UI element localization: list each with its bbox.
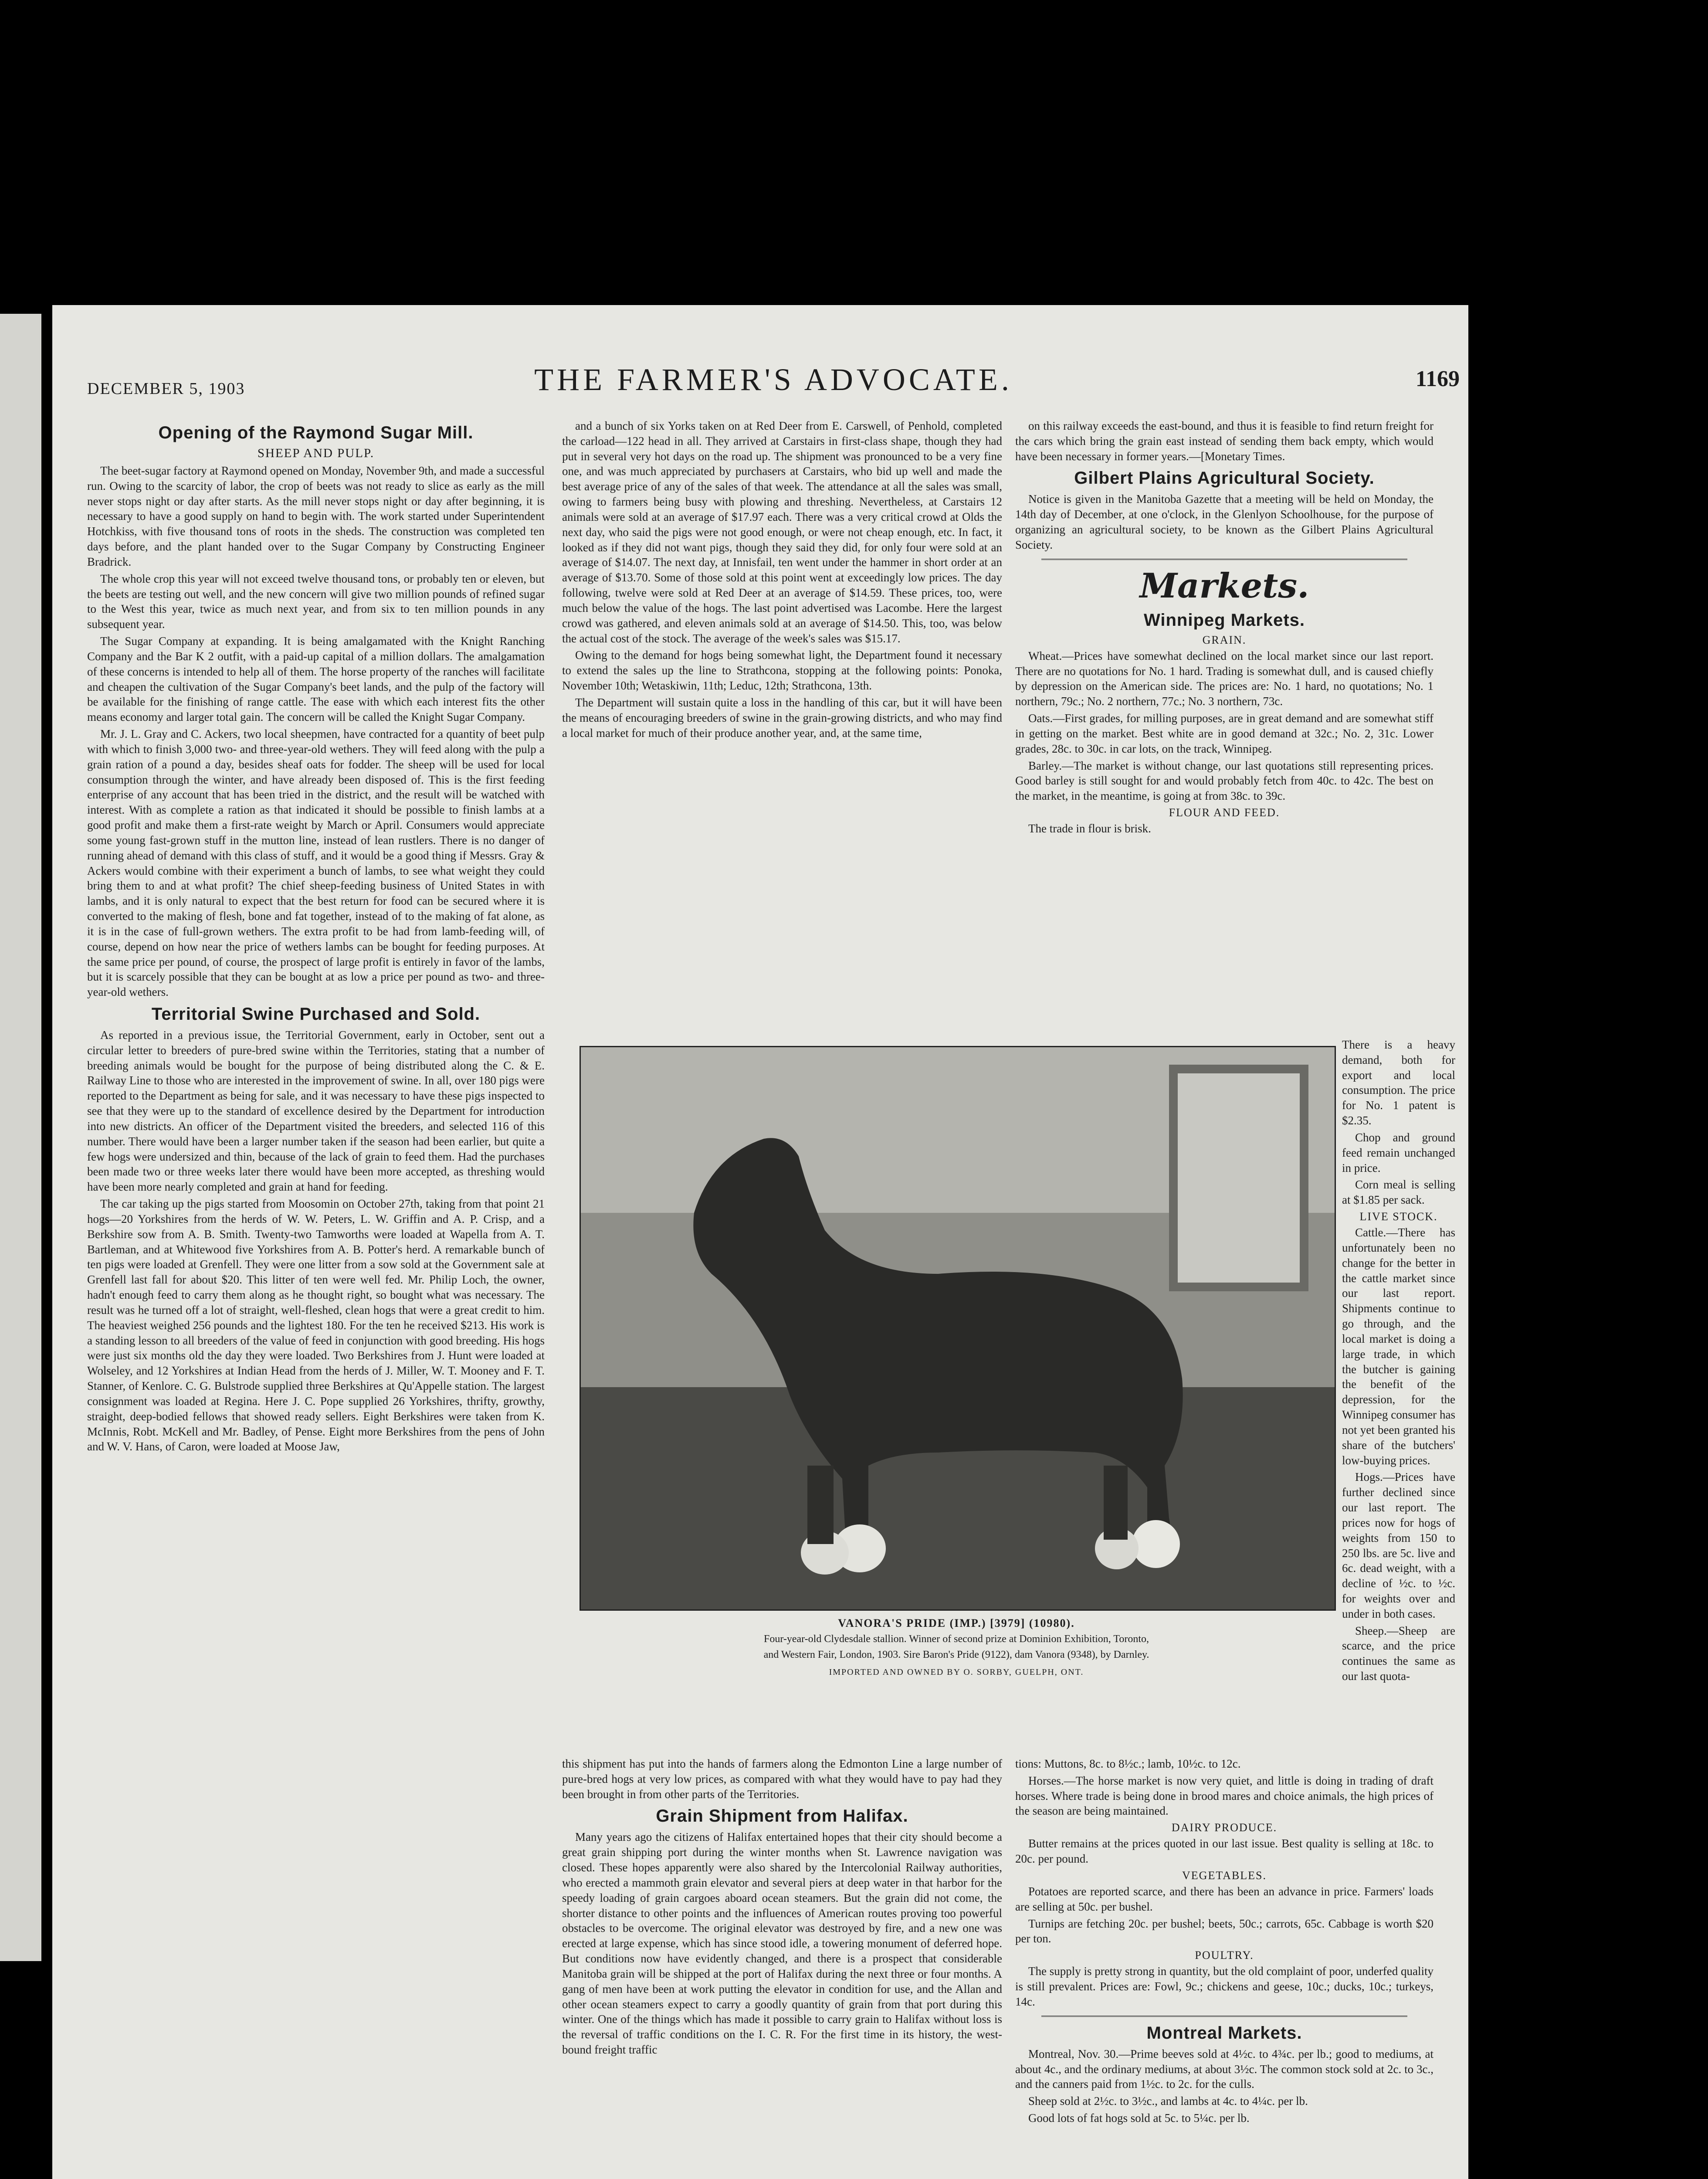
paragraph: The trade in flour is brisk. <box>1028 822 1151 835</box>
paragraph: on this railway exceeds the east-bound, and thus it is feasible to find return freight for the cars which bring the grain east instead of sending them back empty, which would have been necessary in former years.—[Monetary Times. <box>1015 419 1434 463</box>
caption-title: VANORA'S PRIDE (IMP.) [3979] (10980). <box>838 1617 1075 1629</box>
column-3-upper <box>1015 418 1434 1037</box>
paragraph: The whole crop this year will not exceed twelve thousand tons, or probably ten or eleven, but the beets are testing out well, and the new concern will give two million pounds of refined sugar to the West this year, twice as much next year, and from six to ten million pounds in any subsequent year. <box>87 572 545 631</box>
poultry-heading: POULTRY. <box>1195 1949 1254 1962</box>
paragraph: Good lots of fat hogs sold at 5c. to 5¼c. per lb. <box>1028 2111 1250 2125</box>
article-title-grain-halifax: Grain Shipment from Halifax. <box>656 1806 908 1826</box>
paragraph: Notice is given in the Manitoba Gazette that a meeting will be held on Monday, the 14th day of December, at one o'clock, in the Glenlyon Schoolhouse, for the purpose of organizing an agricultural society, to be known as the Gilbert Plains Agricultural Society. <box>1015 492 1434 551</box>
paragraph: Owing to the demand for hogs being somewhat light, the Department found it necessary to extend the sales up the line to Strathcona, stopping at the following points: Ponoka, November 10th; Wetaskiwin, 11th; Leduc, 12th; Strathcona, 13th. <box>562 648 1002 692</box>
grain-heading: GRAIN. <box>1202 633 1247 646</box>
paragraph: Turnips are fetching 20c. per bushel; beets, 50c.; carrots, 65c. Cabbage is worth $20 per ton. <box>1015 1917 1434 1945</box>
paragraph: Hogs.—Prices have further declined since our last report. The prices now for hogs of weights from 150 to 250 lbs. are 5c. live and 6c. dead weight, with a decline of ½c. to ½c. for weights over and under in both cases. <box>1342 1470 1455 1620</box>
photo-caption <box>580 1617 1333 1677</box>
narrow-market-column <box>1342 1037 1455 1717</box>
paragraph: Barley.—The market is without change, our last quotations still representing prices. Good barley is still sought for and would probably fetch from 40c. to 42c. The best on the market, in the meantime, is going at from 38c. to 39c. <box>1015 759 1434 803</box>
montreal-markets-title: Montreal Markets. <box>1146 2023 1302 2043</box>
paragraph: Wheat.—Prices have somewhat declined on the local market since our last report. There are no quotations for No. 1 hard. Trading is somewhat dull, and is caused chiefly by depression on the American side. The prices are: No. 1 hard, no quotations; No. 1 northern, 79c.; No. 2 northern, 77c.; No. 3 northern, 73c. <box>1015 649 1434 708</box>
previous-page-edge <box>0 314 41 1961</box>
paragraph: Horses.—The horse market is now very quiet, and little is doing in trading of draft horses. Where trade is being done in brood mares and choice animals, the high prices of the season are being maintained. <box>1015 1774 1434 1818</box>
paragraph: The supply is pretty strong in quantity, but the old complaint of poor, underfed quality is still prevalent. Prices are: Fowl, 9c.; chickens and geese, 10c.; ducks, 10c.; turkeys, 14c. <box>1015 1965 1434 2008</box>
caption-credit: IMPORTED AND OWNED BY O. SORBY, GUELPH, ONT. <box>829 1667 1084 1677</box>
paragraph: Potatoes are reported scarce, and there has been an advance in price. Farmers' loads are selling at 50c. per bushel. <box>1015 1884 1434 1913</box>
paragraph: As reported in a previous issue, the Territorial Government, early in October, sent out a circular letter to breeders of pure-bred swine within the Territories, stating that a number of breeding animals would be bought for the purpose of being distributed along the C. & E. Railway Line to those who are interested in the improvement of swine. In all, over 180 pigs were reported to the Department as being for sale, and it was necessary to have these pigs inspected to see that they were up to the standard of excellence desired by the Department for introduction into new districts. An officer of the Department visited the breeders, and selected 116 of this number. There would have been a larger number taken if the season had been earlier, but quite a few hogs were undersized and thin, because of the lack of grain to feed them. Had the purchases been made two or three weeks later there would have been more accepted, as threshing would have been more nearly completed and grain at hand for feeding. <box>87 1028 545 1194</box>
paragraph: Butter remains at the prices quoted in our last issue. Best quality is selling at 18c. to 20c. per pound. <box>1015 1837 1434 1866</box>
divider <box>1041 2016 1407 2017</box>
column-3-lower <box>1015 1756 1434 2179</box>
paragraph: Oats.—First grades, for milling purposes, are in great demand and are somewhat stiff in getting on the market. Best white are in good demand at 32c.; No. 2, 31c. Lower grades, 28c. to 30c. in car lots, on the track, Winnipeg. <box>1015 712 1434 755</box>
column-2-upper <box>562 418 1002 1037</box>
paragraph: Sheep sold at 2½c. to 3½c., and lambs at 4c. to 4¼c. per lb. <box>1028 2094 1308 2108</box>
page-header <box>87 362 1460 401</box>
paragraph: Sheep.—Sheep are scarce, and the price continues the same as our last quota- <box>1342 1624 1455 1683</box>
flour-heading: FLOUR AND FEED. <box>1169 806 1280 819</box>
paragraph: The Sugar Company at expanding. It is being amalgamated with the Knight Ranching Company and the Bar K 2 outfit, with a paid-up capital of a million dollars. The amalgamation of these concerns is intended to help all of them. The horse property of the ranches will facilitate and cheapen the cultivation of the Sugar Company's beet lands, and the pulp of the factory will be available for the finishing of range cattle. The ease with which each interest fits the other means economy and larger total gain. The concern will be called the Knight Sugar Company. <box>87 635 545 724</box>
article-subtitle-sheep-pulp: SHEEP AND PULP. <box>257 446 375 460</box>
winnipeg-markets-title: Winnipeg Markets. <box>1143 610 1305 630</box>
divider <box>1041 559 1407 560</box>
livestock-heading: LIVE STOCK. <box>1359 1210 1438 1223</box>
column-1 <box>87 418 545 2179</box>
dairy-heading: DAIRY PRODUCE. <box>1171 1821 1278 1834</box>
paragraph: There is a heavy demand, both for export and local consumption. The price for No. 1 patent is $2.35. <box>1342 1038 1455 1127</box>
paragraph: tions: Muttons, 8c. to 8½c.; lamb, 10½c. to 12c. <box>1015 1757 1241 1770</box>
page-number: 1169 <box>1415 367 1460 391</box>
paragraph: this shipment has put into the hands of farmers along the Edmonton Line a large number of pure-bred hogs at very low prices, as compared with what they would have to pay had they been brought in from other parts of the Territories. <box>562 1757 1002 1801</box>
markets-heading: Markets. <box>1139 566 1309 606</box>
paragraph: Chop and ground feed remain unchanged in price. <box>1342 1130 1455 1174</box>
horse-photograph <box>580 1046 1336 1611</box>
vegetables-heading: VEGETABLES. <box>1182 1869 1267 1882</box>
masthead-title: THE FARMER'S ADVOCATE. <box>534 362 1013 397</box>
paragraph: Mr. J. L. Gray and C. Ackers, two local sheepmen, have contracted for a quantity of beet pulp with which to finish 3,000 two- and three-year-old wethers. They will feed along with the pulp a grain ration of a pound a day, besides sheaf oats for fodder. The sheep will be used for local consumption through the winter, and have already been disposed of. This is the first feeding enterprise of any account that has been tried in the district, and the result will be watched with interest. With as complete a ration as that indicated it should be possible to finish lambs at a good profit and make them a first-rate weight by March or April. Consumers would appreciate some young fast-grown stuff in the mutton line, instead of lean rustlers. There is no danger of running ahead of demand with this class of stuff, and it would be a good thing if Messrs. Gray & Ackers would combine with their experiment a bunch of lambs, to see what weight they could bring them to and at what profit? The chief sheep-feeding business of United States in with lambs, and it is only natural to expect that the best return for food can be secured where it is converted to the making of flesh, bone and fat together, instead of to the making of fat alone, as it is in the case of full-grown wethers. The extra profit to be had from lamb-feeding will, of course, depend on how near the price of wethers lambs can be bought for feeding purposes. At the same price per pound, of course, the prospect of large profit is entirely in favor of the lambs, but it is scarcely possible that they can be bought at as low a price per pound as two- and three-year-old wethers. <box>87 727 545 999</box>
newspaper-page <box>52 305 1468 2179</box>
column-2-lower <box>562 1756 1002 2179</box>
caption-description-line-2: and Western Fair, London, 1903. Sire Baron's Pride (9122), dam Vanora (9348), by Darnley. <box>763 1649 1149 1660</box>
paragraph: The beet-sugar factory at Raymond opened on Monday, November 9th, and made a successful run. Owing to the scarcity of labor, the crop of beets was not ready to slice as early as the mill never stops night or day after starts. As the mill never stops night or day after beginning, it is necessary to have a good supply on hand to begin with. The work started under Superintendent Hotchkiss, with five thousand tons of roots in the sheds. The construction was completed ten days before, and the plant handed over to the Sugar Company by Constructing Engineer Bradrick. <box>87 464 545 568</box>
paragraph: Many years ago the citizens of Halifax entertained hopes that their city should become a great grain shipping port during the winter months when St. Lawrence navigation was closed. These hopes apparently were also shared by the Intercolonial Railway authorities, who erected a mammoth grain elevator and several piers at deep water in that harbor for the speedy loading of grain cargoes aboard ocean steamers. But the grain did not come, the shorter distance to other points and the influences of American routes proving too powerful obstacles to be overcome. The original elevator was destroyed by fire, and a new one was erected at large expense, which has since stood idle, a towering monument of deferred hope. But conditions now have evidently changed, and there is a prospect that considerable Manitoba grain will be shipped at the port of Halifax during the next three or four months. A gang of men have been at work putting the elevator in condition for use, and the Allan and other ocean steamers expect to carry a goodly quantity of grain from that port during this winter. One of the things which has made it possible to carry grain to Halifax without loss is the reversal of traffic conditions on the I. C. R. For the first time in its history, the west-bound freight traffic <box>562 1830 1002 2057</box>
paragraph: The Department will sustain quite a loss in the handling of this car, but it will have been the means of encouraging breeders of swine in the grain-growing districts, and who may find a local market for much of their produce another year, and, at the same time, <box>562 696 1002 740</box>
article-title-sugar-mill: Opening of the Raymond Sugar Mill. <box>158 423 474 442</box>
paragraph: Montreal, Nov. 30.—Prime beeves sold at 4½c. to 4¾c. per lb.; good to mediums, at about 4c., and the ordinary mediums, at about 3½c. The common stock sold at 2c. to 3c., and the canners paid from 1½c. to 2c. for the culls. <box>1015 2047 1434 2091</box>
article-title-gilbert-plains: Gilbert Plains Agricultural Society. <box>1074 468 1375 488</box>
paragraph: The car taking up the pigs started from Moosomin on October 27th, taking from that point 21 hogs—20 Yorkshires from the herds of W. W. Peters, L. W. Griffin and A. P. Crisp, and a Berkshire sow from A. B. Smith. Twenty-two Tamworths were loaded at Wapella from A. T. Bartleman, and at Whitewood five Yorkshires from A. B. Potter's herd. A remarkable bunch of ten pigs were loaded at Grenfell. They were one litter from a sow sold at the Government sale at Grenfell last fall for about $20. This litter of ten were well fed. Mr. Philip Loch, the owner, hadn't enough feed to carry them along as he thought right, so bought what was necessary. The result was he turned off a lot of straight, well-fleshed, clean hogs that were a great credit to him. The heaviest weighed 256 pounds and the lightest 180. For the ten he received $213. His work is a standing lesson to all breeders of the value of feed in conjunction with good breeding. His hogs were just six months old the day they were loaded. Two Berkshires from J. Hunt were loaded at Wolseley, and 12 Yorkshires at Indian Head from the herds of J. Miller, W. T. Mooney and F. T. Stanner, of Kenlore. C. G. Bulstrode supplied three Berkshires at Qu'Appelle station. The largest consignment was loaded at Regina. Here J. C. Pope supplied 26 Yorkshires, thrifty, growthy, straight, deep-bodied fellows that showed ready sellers. Eight Berkshires were taken from K. McInnis, Robt. McKell and Mr. Badley, of Pense. Eight more Berkshires from the pens of John and W. V. Hans, of Caron, were loaded at Moose Jaw, <box>87 1197 545 1453</box>
caption-description-line-1: Four-year-old Clydesdale stallion. Winner of second prize at Dominion Exhibition, Toronto, <box>763 1633 1149 1645</box>
paragraph: and a bunch of six Yorks taken on at Red Deer from E. Carswell, of Penhold, completed the carload—122 head in all. They arrived at Carstairs in first-class shape, though they had put in several very hot days on the road up. The shipment was pronounced to be a very fine one, and was much appreciated by purchasers at Carstairs, who bid up well and made the best average price of any of the sales of that week. The attendance at all the sales was small, owing to farmers being busy with plowing and threshing. Nevertheless, at Carstairs 12 animals were sold at an average of $17.97 each. There was a very critical crowd at Olds the next day, who said the pigs were not good enough, or were not cheap enough, etc. In fact, it looked as if they did not want pigs, though they said they did, for only four were sold at an average of $14.07. The next day, at Innisfail, ten went under the hammer in short order at an average of $13.70. Some of those sold at this point went at exceedingly low prices. The day following, twelve were sold at Red Deer at an average of $14.59. These prices, too, were much below the value of the hogs. The last point advertised was Lacombe. Here the largest crowd was gathered, and eleven animals sold at an average of $14.50. This, too, was below the actual cost of the stock. The average of the week's sales was $15.17. <box>562 419 1002 645</box>
issue-date: DECEMBER 5, 1903 <box>87 380 245 398</box>
article-title-swine: Territorial Swine Purchased and Sold. <box>151 1004 481 1024</box>
paragraph: Cattle.—There has unfortunately been no change for the better in the cattle market since our last report. Shipments continue to go through, and the local market is doing a large trade, in which the butcher is gaining the benefit of the depression, for the Winnipeg consumer has not yet been granted his share of the butchers' low-buying prices. <box>1342 1226 1455 1467</box>
clydesdale-stallion-image <box>581 1047 1335 1609</box>
paragraph: Corn meal is selling at $1.85 per sack. <box>1342 1178 1455 1207</box>
